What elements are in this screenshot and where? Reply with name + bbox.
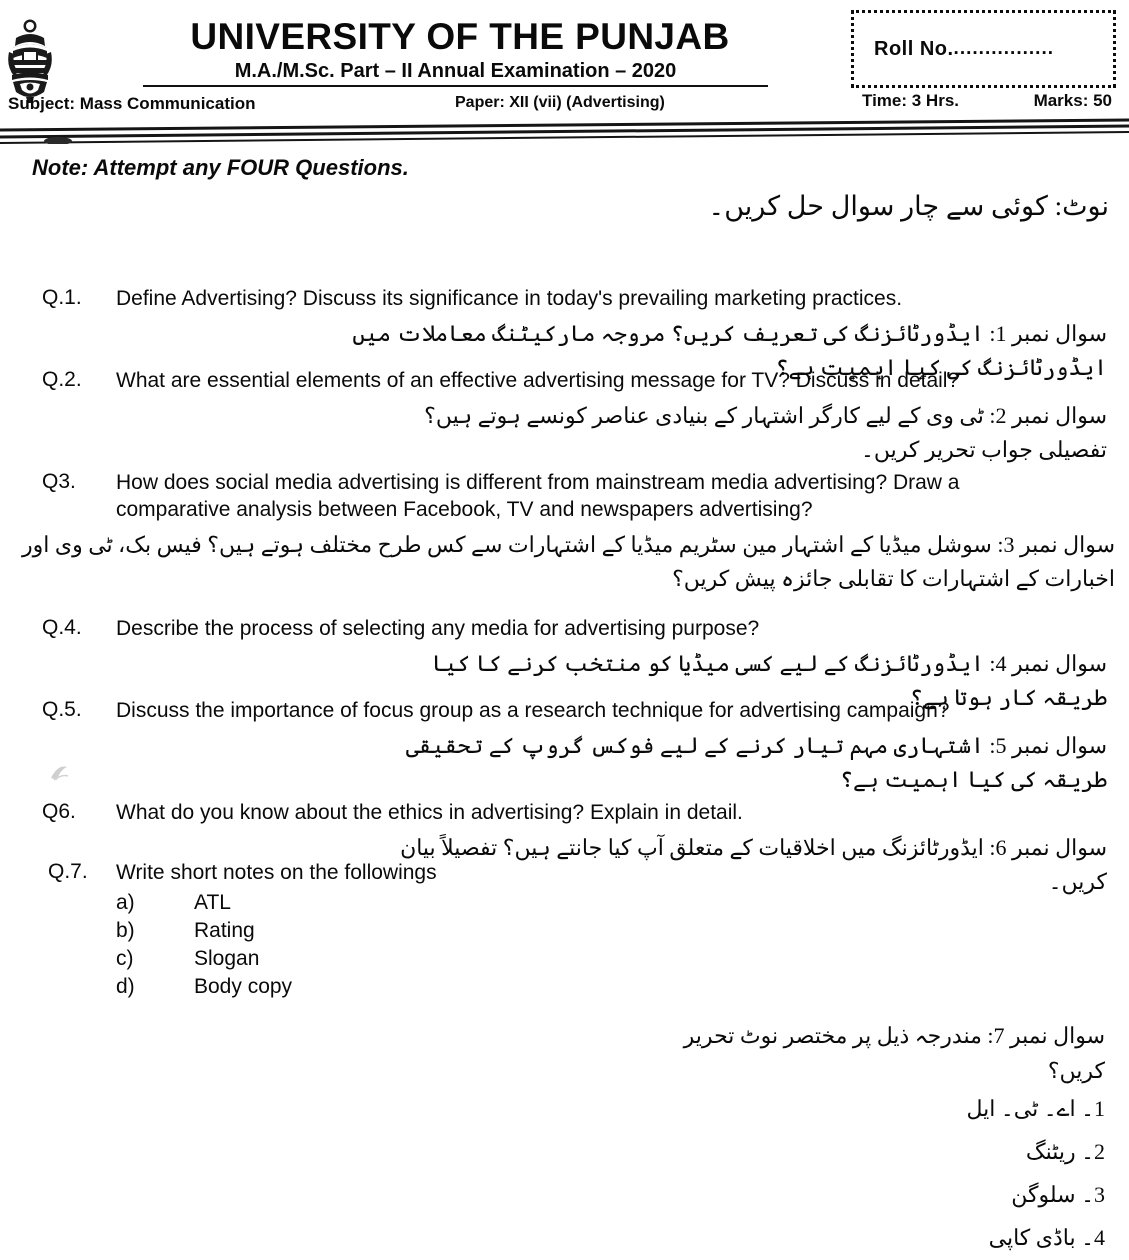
scan-smudge-artifact <box>48 760 70 784</box>
urdu-list-item: 1۔ اے۔ ٹی۔ ایل <box>966 1096 1105 1122</box>
note-english: Note: Attempt any FOUR Questions. <box>32 155 409 180</box>
list-item <box>116 973 1129 1001</box>
question-label: Q.2. <box>42 368 82 391</box>
roll-no-dots: ................ <box>953 38 1055 59</box>
university-crest-icon <box>8 18 52 104</box>
list-item <box>116 945 1129 973</box>
question-text-english: Define Advertising? Discuss its significance in today's prevailing marketing practices. <box>116 287 903 310</box>
sub-item-letter: c) <box>116 946 134 970</box>
question-text-english: How does social media advertising is different from mainstream media advertising? Draw a comparative analysis between Facebook, TV and newspapers advertising? <box>116 471 960 521</box>
marks-label: Marks: 50 <box>1033 91 1112 110</box>
question-text-english: What do you know about the ethics in advertising? Explain in detail. <box>116 801 743 824</box>
sub-item-label: Body copy <box>194 974 293 998</box>
roll-no-label: Roll No. <box>874 37 954 60</box>
roll-no-box[interactable] <box>851 10 1116 88</box>
question-label: Q3. <box>42 470 76 493</box>
question-block-5 <box>0 698 1129 797</box>
time-label: Time: 3 Hrs. <box>862 91 960 110</box>
time-and-marks <box>862 91 1112 111</box>
question-text-urdu: سوال نمبر 6: ایڈورٹائزنگ میں اخلاقیات کے متعلق آپ کیا جانتے ہیں؟ تفصیلاً بیان کریں۔ <box>400 834 1107 894</box>
question-label: Q.7. <box>48 860 88 883</box>
question-label: Q.4. <box>42 616 82 639</box>
sub-item-label: ATL <box>194 890 231 914</box>
urdu-list-item: 4۔ باڈی کاپی <box>988 1225 1105 1251</box>
question-text-english: Describe the process of selecting any media for advertising purpose? <box>116 617 760 640</box>
list-item <box>116 917 1129 945</box>
note-urdu: نوٹ: کوئی سے چار سوال حل کریں۔ <box>708 191 1109 221</box>
exam-degree-line: M.A./M.Sc. Part – II Annual Examination – 2020 <box>143 60 768 87</box>
question-text-english: Discuss the importance of focus group as a research technique for advertising campaign? <box>116 699 950 722</box>
question-7-sub-list <box>116 889 1129 1001</box>
question-text-urdu: سوال نمبر 1: ایڈورٹائزنگ کی تعریف کریں؟ مروجہ مارکیٹنگ معاملات میں ایڈورٹائزنگ کی کیا اہمیت ہے؟ <box>352 320 1107 380</box>
question-text-english: What are essential elements of an effective advertising message for TV? Discuss in detail? <box>116 369 960 392</box>
page-title-university: UNIVERSITY OF THE PUNJAB <box>190 16 730 57</box>
question-text-urdu: سوال نمبر 5: اشتہاری مہم تیار کرنے کے لیے فوکس گروپ کے تحقیقی طریقہ کی کیا اہمیت ہے؟ <box>405 732 1107 792</box>
question-text-urdu: سوال نمبر 7: مندرجہ ذیل پر مختصر نوٹ تحریر کریں؟ <box>683 1023 1105 1084</box>
question-block-2 <box>0 368 1129 467</box>
question-text-urdu: سوال نمبر 2: ٹی وی کے لیے کارگر اشتہار کے بنیادی عناصر کونسے ہوتے ہیں؟ تفصیلی جواب تحریر کریں۔ <box>424 402 1107 462</box>
sub-item-label: Rating <box>194 918 255 942</box>
question-text-english: Write short notes on the followings <box>116 861 437 884</box>
subject-label: Subject: Mass Communication <box>8 94 256 113</box>
paper-label: Paper: XII (vii) (Advertising) <box>455 94 665 111</box>
question-block-3 <box>0 470 1129 596</box>
question-label: Q.5. <box>42 698 82 721</box>
sub-item-letter: b) <box>116 918 135 942</box>
question-label: Q6. <box>42 800 76 823</box>
list-item <box>116 889 1129 917</box>
question-text-urdu: سوال نمبر 3: سوشل میڈیا کے اشتہار مین سٹریم میڈیا کے اشتہارات سے کس طرح مختلف ہوتے ہیں؟ فیس بک، ٹی وی اور اخبارات کے اشتہارات کا تقابلی جائزہ پیش کریں؟ <box>22 531 1115 591</box>
question-block-7 <box>0 860 1129 1001</box>
question-label: Q.1. <box>42 286 82 309</box>
header-divider <box>0 118 1129 144</box>
urdu-list-item: 2۔ ریٹنگ <box>1025 1139 1105 1165</box>
sub-item-label: Slogan <box>194 946 260 970</box>
question-7-urdu-block <box>675 1018 1105 1260</box>
urdu-list-item: 3۔ سلوگن <box>1011 1182 1105 1208</box>
sub-item-letter: d) <box>116 974 135 998</box>
sub-item-letter: a) <box>116 890 135 914</box>
question-text-urdu: سوال نمبر 4: ایڈورٹائزنگ کے لیے کسی میڈیا کو منتخب کرنے کا کیا طریقہ کار ہوتا ہے؟ <box>431 650 1107 710</box>
